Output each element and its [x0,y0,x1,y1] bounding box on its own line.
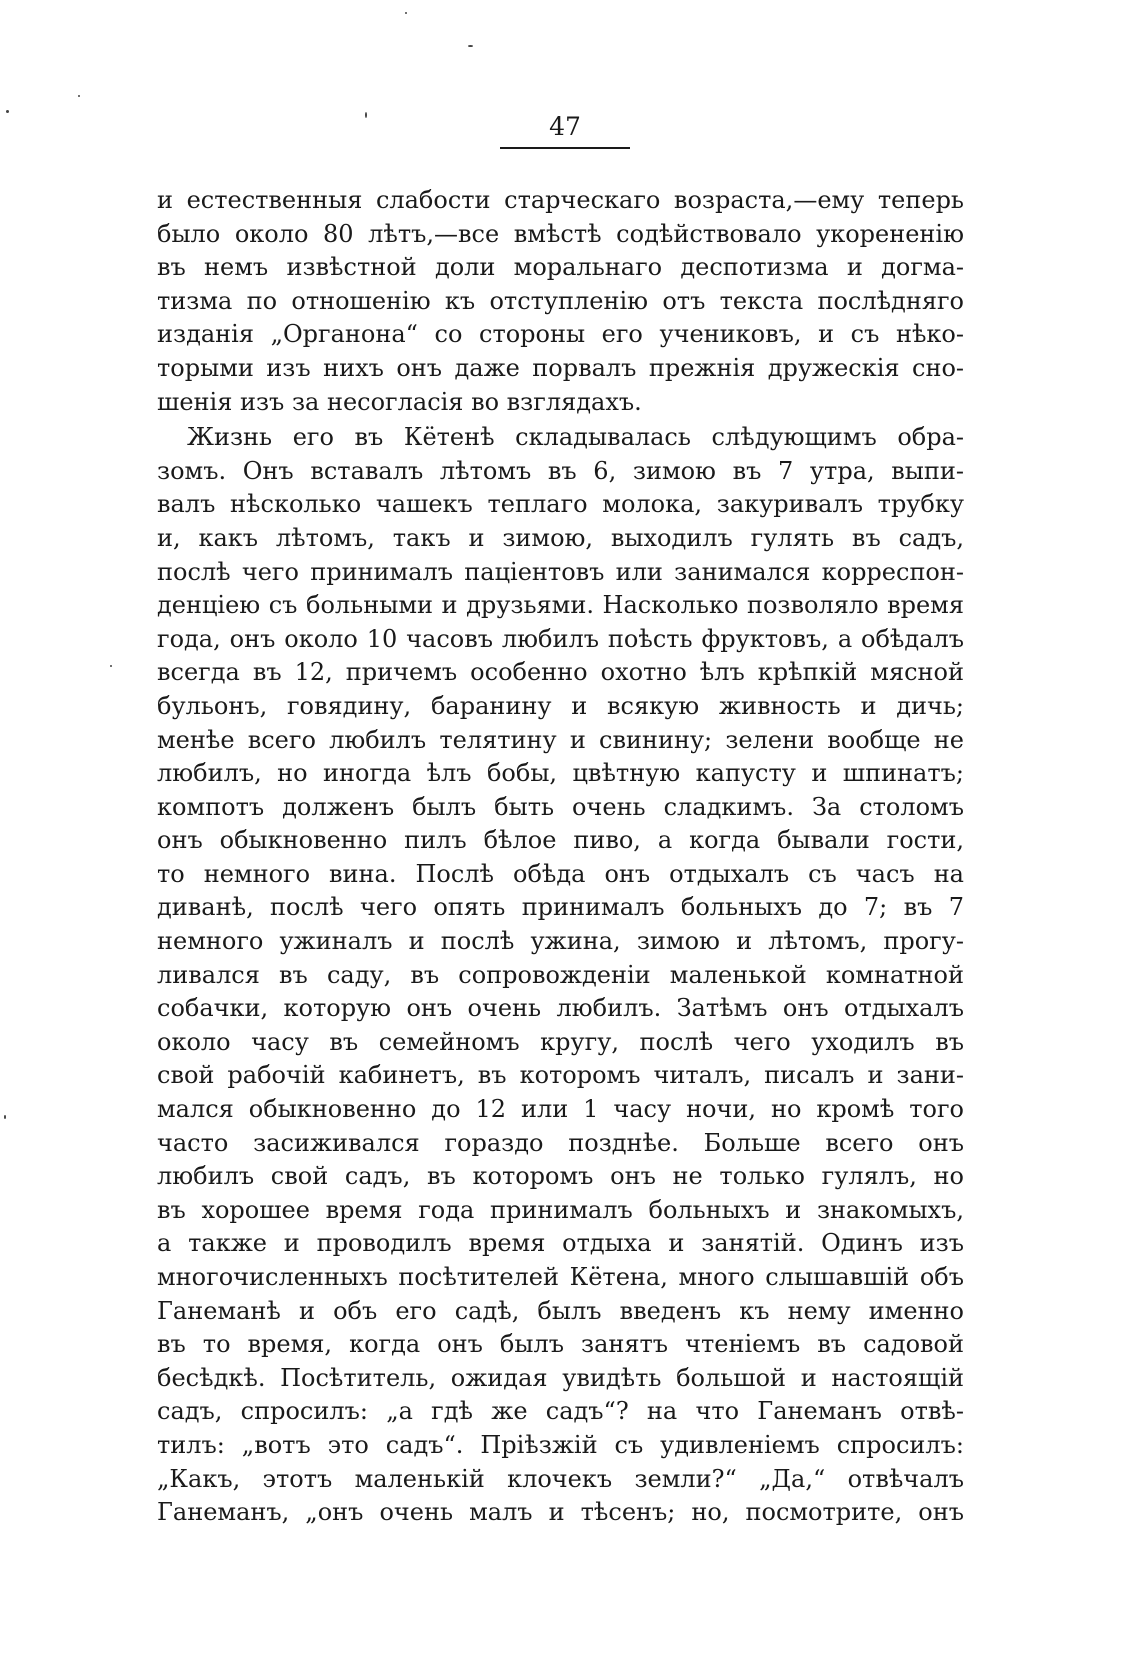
scan-speck [4,1115,6,1119]
text-line: онъ обыкновенно пилъ бѣлое пиво, а когда бывали гости, [157,826,964,855]
text-line: „Какъ, этотъ маленькій клочекъ земли?“ „Да,“ отвѣчалъ [157,1464,964,1493]
text-line: садъ, спросилъ: „а гдѣ же садъ“? на что Ганеманъ отвѣ- [157,1397,964,1426]
page-number: 47 [549,112,581,141]
body-text [157,184,964,1530]
paragraph-2 [157,421,964,1530]
text-line: и естественныя слабости старческаго возраста,—ему теперь [157,186,964,214]
text-line: всегда въ 12, причемъ особенно охотно ѣлъ крѣпкій мясной [157,658,964,687]
text-line: было около 80 лѣтъ,—все вмѣстѣ содѣйствовало укорененію [157,219,964,248]
text-line: тизма по отношенію къ отступленію отъ текста послѣдняго [157,286,964,315]
text-line: валъ нѣсколько чашекъ теплаго молока, закуривалъ трубку [157,490,964,519]
text-line: то немного вина. Послѣ обѣда онъ отдыхалъ съ часъ на [157,859,964,888]
text-line: мался обыкновенно до 12 или 1 часу ночи, но кромѣ того [157,1095,964,1124]
text-line: Ганеманѣ и объ его садѣ, былъ введенъ къ нему именно [157,1296,964,1325]
text-line: торыми изъ нихъ онъ даже порвалъ прежнія дружескія сно- [157,353,964,382]
text-line: въ то время, когда онъ былъ занятъ чтеніемъ въ садовой [157,1330,964,1359]
text-line: шенія изъ за несогласія во взглядахъ. [157,387,642,416]
text-line: менѣе всего любилъ телятину и свинину; зелени вообще не [157,725,964,754]
text-line: Жизнь его въ Кётенѣ складывалась слѣдующимъ обра- [187,423,964,452]
text-line: немного ужиналъ и послѣ ужина, зимою и лѣтомъ, прогу- [157,927,964,956]
text-line: ливался въ саду, въ сопровожденіи маленькой комнатной [157,960,964,989]
text-line: многочисленныхъ посѣтителей Кётена, много слышавшій объ [157,1263,964,1291]
text-line: любилъ свой садъ, въ которомъ онъ не только гулялъ, но [157,1162,964,1191]
scan-speck [110,665,112,667]
text-line: компотъ долженъ былъ быть очень сладкимъ. За столомъ [157,792,964,821]
text-line: часто засиживался гораздо позднѣе. Больше всего онъ [157,1128,964,1157]
text-line: бульонъ, говядину, баранину и всякую живность и дичь; [157,691,964,720]
text-line: Ганеманъ, „онъ очень малъ и тѣсенъ; но, посмотрите, онъ [157,1498,964,1527]
text-line: послѣ чего принималъ паціентовъ или занимался корреспон- [157,557,964,586]
paragraph-1 [157,184,964,419]
scan-speck [405,12,407,14]
text-line: изданія „Органона“ со стороны его учениковъ, и съ нѣко- [157,320,964,349]
text-line: и, какъ лѣтомъ, такъ и зимою, выходилъ гулять въ садъ, [157,523,964,552]
text-line: тилъ: „вотъ это садъ“. Пріѣзжій съ удивленіемъ спросилъ: [157,1430,964,1459]
scan-speck [78,95,80,97]
scan-speck [468,45,473,47]
text-line: денціею съ больными и друзьями. Насколько позволяло время [157,591,964,620]
text-line: а также и проводилъ время отдыха и занятій. Одинъ изъ [157,1229,964,1258]
text-line: бесѣдкѣ. Посѣтитель, ожидая увидѣть большой и настоящій [157,1363,964,1392]
text-line: любилъ, но иногда ѣлъ бобы, цвѣтную капусту и шпинатъ; [157,759,964,788]
scan-speck [365,112,367,118]
page-number-rule [500,147,630,149]
scan-speck [6,110,9,113]
text-line: диванѣ, послѣ чего опять принималъ больныхъ до 7; въ 7 [157,893,964,922]
text-line: въ немъ извѣстной доли моральнаго деспотизма и догма- [157,253,964,282]
text-line: въ хорошее время года принималъ больныхъ и знакомыхъ, [157,1195,964,1224]
text-line: года, онъ около 10 часовъ любилъ поѣсть фруктовъ, а обѣдалъ [157,624,964,653]
text-line: около часу въ семейномъ кругу, послѣ чего уходилъ въ [157,1027,964,1056]
text-line: зомъ. Онъ вставалъ лѣтомъ въ 6, зимою въ 7 утра, выпи- [157,456,964,485]
text-line: свой рабочій кабинетъ, въ которомъ читалъ, писалъ и зани- [157,1061,964,1090]
text-line: собачки, которую онъ очень любилъ. Затѣмъ онъ отдыхалъ [157,994,964,1023]
